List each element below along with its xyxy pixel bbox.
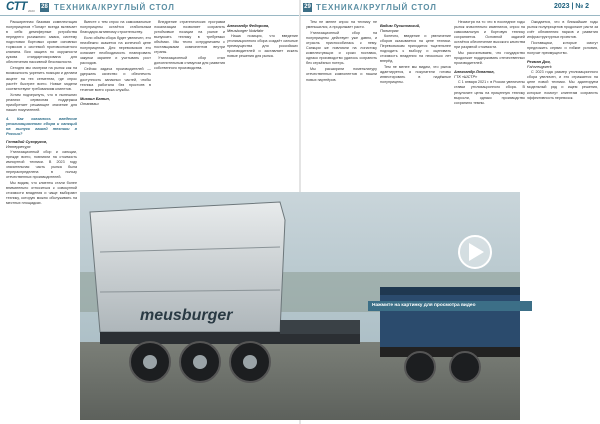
paragraph: Расширенная базовая комплектация полуприцепов «Тонар» всегда включает в себя демпферные устройства переднего рычажного замка, систему подготовки бортовых кроме основных тормозов с системой противооткатного клапана. Вся защита по окружности кузова стандартизирована для обеспечения пассивной безопасности.: [6, 20, 77, 65]
interview-question: 4. Как сказалось введение утилизационного сбора и санкций на выпуск вашей техники в России?: [6, 115, 77, 136]
text-column-2: [380, 20, 451, 188]
speaker-name: Геннадий Сухоруков,: [6, 138, 48, 144]
text-column-3: [454, 20, 525, 188]
speaker-company: Интерресурс: [6, 143, 31, 149]
page-number: 29: [304, 4, 311, 10]
paragraph: Наша позиция, что введение утилизационного сбора создаёт сильные преимущества для российских производителей и заставляет искать новые решения для рынка.: [227, 34, 298, 59]
text-column-1: [6, 20, 77, 360]
speaker-company: Отанмаш: [80, 100, 99, 106]
paragraph: С 2023 года размер утилизационного сбора увеличен, и это отражается на цене новой техники. Мы адаптируем модельный ряд и ищем решения, которые помогут клиентам сохранить эффективность перевозок.: [527, 70, 598, 100]
page-header: [300, 0, 600, 16]
truck-brand-text: meusburger: [140, 307, 233, 324]
paragraph: Внедрение стратегических программ локализации позволяет сохранять устойчивые позиции на рынке и выпускать технику в требуемых объёмах. Мы тесно сотрудничаем с поставщиками компонентов внутри страны.: [154, 20, 225, 55]
paragraph: Мы видим, что клиенты стали более внимательно относиться к совокупной стоимости владения и чаще выбирают технику, которую можно обслуживать на местных площадках.: [6, 181, 77, 206]
paragraph: Поставщики, которые смогут предложить сервис и гибкие условия, получат преимущество.: [527, 41, 598, 56]
play-video-icon[interactable]: [459, 236, 491, 268]
text-column-4: [527, 20, 598, 416]
paragraph: С 1 января 2021 г. в России увеличены ставки утилизационного сбора. В результате цены на прицепную технику выросли, однако производство сохранило темпы.: [454, 80, 525, 105]
paragraph: Мы расширили номенклатуру отечественных компонентов и нашли новых партнёров.: [306, 67, 377, 82]
paragraph: Если объём сбора будет увеличен, это неизбежно скажется на конечной цене полуприцепов. Для перевозчиков это означает необходимость планировать закупки заранее и учитывать рост расходов.: [80, 36, 151, 66]
magazine-logo: СТТ: [6, 1, 28, 13]
paragraph: Тем не менее мы видим, что рынок адаптируется, а покупатели готовы инвестировать в надёжные полуприцепы.: [380, 65, 451, 85]
text-column-4: [227, 20, 298, 188]
issue-number: 2023 | № 2: [554, 3, 590, 10]
text-column-2: [80, 20, 151, 188]
paragraph: Мы рассчитываем, что государство продолжит поддерживать отечественных производителей.: [454, 51, 525, 66]
page-header: [0, 0, 300, 16]
speaker-name: Михаил Батин,: [80, 95, 110, 101]
speaker-company: Meusburger Nutzfahr: [227, 28, 264, 33]
page-number: 28: [41, 4, 48, 10]
paragraph: Вместе с тем спрос на самосвальные полуприцепы остаётся стабильным благодаря активному строительству.: [80, 20, 151, 35]
paragraph: Утилизационный сбор стал дополнительным стимулом для развития собственного производства.: [154, 56, 225, 71]
paragraph: Хотим подчеркнуть, что в нынешних реалиях сервисная поддержка приобретает решающее значение для наших покупателей.: [6, 92, 77, 112]
speaker-company: Fahrzeugwerk: [527, 64, 552, 70]
paragraph: Сейчас задача производителей — удержать качество и обеспечить доступность запасных частей, чтобы техника работала без простоев в течение всего срока службы.: [80, 67, 151, 92]
speaker-signature: [527, 59, 598, 69]
speaker-signature: [80, 96, 151, 106]
speaker-name: Регман Доя,: [527, 59, 551, 65]
speaker-name: Вадим Пухиновский,: [380, 23, 421, 28]
paragraph: Сегодня мы смотрим на рынок как на возможность укрепить позиции и делаем акцент на тех сегментах, где спрос растёт быстрее всего. Новые модели соответствуют требованиям клиентов.: [6, 66, 77, 91]
speaker-signature: [227, 23, 298, 33]
logo-year: 2023: [28, 9, 35, 13]
paragraph: Ожидается, что в ближайшие годы рынок полуприцепов продолжит расти за счёт обновления парков и развития инфраструктурных проектов.: [527, 20, 598, 40]
section-title: ТЕХНИКА/КРУГЛЫЙ СТОЛ: [54, 3, 175, 12]
speaker-signature: [6, 139, 77, 149]
speaker-signature: [454, 69, 525, 79]
paragraph: Несмотря на то что в последние годы рынок значительно изменился, спрос на самосвальную и бортовую технику сохраняется. Основной задачей остаётся обеспечение высокого качества при разумной стоимости.: [454, 20, 525, 50]
speaker-name: Александр Федорова,: [227, 23, 270, 28]
section-title: ТЕХНИКА/КРУГЛЫЙ СТОЛ: [316, 3, 437, 12]
text-column-1: [306, 20, 377, 188]
paragraph: Конечно, введение и увеличение сборов сказывается на цене техники. Перевозчикам приходится тщательнее подходить к выбору и оценивать стоимость владения на несколько лет вперёд.: [380, 34, 451, 64]
paragraph: Утилизационный сбор и санкции, прежде всего, повлияли на стоимость импортной техники. В 2023 году значительная часть рынка была перераспределена в пользу отечественных производителей.: [6, 149, 77, 180]
speaker-name: Александр Лопатов,: [454, 69, 495, 75]
paragraph: Тем не менее спрос на технику не уменьшился, а продолжает расти.: [306, 20, 377, 30]
paragraph: Утилизационный сбор на полуприцепы действует уже давно, и отрасль приспособилась к нему. Санкции же повлияли на логистику комплектующих и сроки поставок, однако производство удалось сохранить без серьёзных потерь.: [306, 31, 377, 66]
photo-caption[interactable]: Нажмите на картинку для просмотра видео: [368, 301, 532, 311]
speaker-company: ГТК «ШСТР»: [454, 74, 478, 80]
speaker-company: Политрас: [380, 28, 399, 33]
text-column-3: [154, 20, 225, 188]
speaker-signature: [380, 23, 451, 33]
